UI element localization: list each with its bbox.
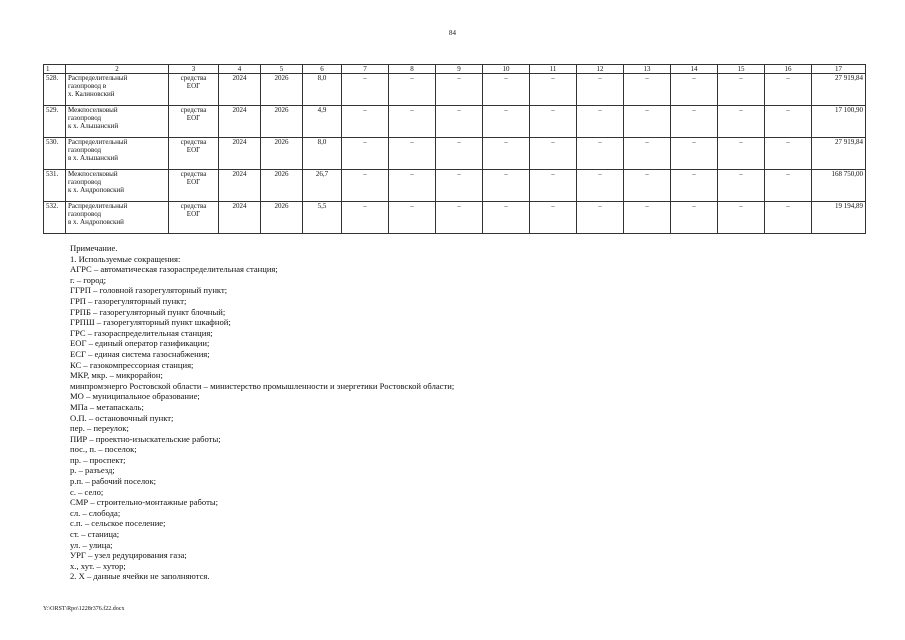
cell-c13: – [624,138,671,170]
cell-c11: – [530,74,577,106]
column-number-17: 17 [812,65,866,74]
cell-c13: – [624,74,671,106]
note-line: сл. – слобода; [70,507,121,518]
cell-c15: – [718,170,765,202]
cell-source-line: средства [180,74,207,82]
cell-c10: – [483,106,530,138]
cell-num: 528. [44,74,66,106]
cell-c13: – [624,170,671,202]
column-number-15: 15 [718,65,765,74]
note-line: г. – город; [70,274,107,285]
cell-c15: – [718,106,765,138]
note-line: 1. Используемые сокращения: [70,253,181,264]
cell-c7: – [342,202,389,234]
cell-start: 2024 [219,138,261,170]
cell-c9: – [436,202,483,234]
cell-total: 27 919,84 [812,74,866,106]
note-line: ЕОГ – единый оператор газификации; [70,338,210,349]
cell-c14: – [671,106,718,138]
cell-name [66,202,169,234]
note-line: пер. – переулок; [70,423,129,434]
cell-length: 5,5 [303,202,342,234]
notes-section [70,243,850,582]
note-line: О.П. – остановочный пункт; [70,412,174,423]
column-number-5: 5 [261,65,303,74]
note-line: 2. Х – данные ячейки не заполняются. [70,571,210,582]
column-number-9: 9 [436,65,483,74]
cell-name-line: Межпоселковый [68,106,118,114]
note-line: р. – разъезд; [70,465,115,476]
cell-num: 532. [44,202,66,234]
cell-source-line: ЕОГ [186,146,201,154]
cell-c10: – [483,170,530,202]
column-number-3: 3 [169,65,219,74]
column-number-13: 13 [624,65,671,74]
cell-name [66,170,169,202]
cell-c9: – [436,170,483,202]
table-row [44,170,866,202]
cell-c9: – [436,138,483,170]
note-line: ГГРП – головной газорегуляторный пункт; [70,285,228,296]
cell-source-line: ЕОГ [186,178,201,186]
note-line: минпромэнерго Ростовской области – министерство промышленности и энергетики Ростовской области; [70,380,455,391]
cell-num: 531. [44,170,66,202]
note-line: АГРС – автоматическая газораспределительная станция; [70,264,278,275]
note-line: ГРС – газораспределительная станция; [70,327,213,338]
cell-c9: – [436,106,483,138]
cell-start: 2024 [219,170,261,202]
cell-c14: – [671,170,718,202]
cell-name-line: газопровод в [68,82,107,90]
cell-name-line: газопровод [68,178,102,186]
cell-c16: – [765,202,812,234]
cell-source [169,138,219,170]
cell-name-line: Межпоселковый [68,170,118,178]
cell-c8: – [389,74,436,106]
note-line: УРГ – узел редуцирования газа; [70,550,187,561]
cell-c8: – [389,170,436,202]
table-row [44,202,866,234]
cell-c14: – [671,202,718,234]
table-row [44,138,866,170]
cell-c11: – [530,202,577,234]
table-body [44,65,866,234]
column-number-1: 1 [44,65,66,74]
column-number-6: 6 [303,65,342,74]
cell-c12: – [577,170,624,202]
cell-c10: – [483,74,530,106]
note-line: МКР, мкр. – микрорайон; [70,370,163,381]
note-line: ул. – улица; [70,539,113,550]
cell-source-line: средства [180,106,207,114]
cell-name [66,106,169,138]
cell-length: 8,0 [303,74,342,106]
cell-c7: – [342,106,389,138]
table-header-row [44,65,866,74]
cell-name-line: Распределительный [68,74,128,82]
note-line: ГРПБ – газорегуляторный пункт блочный; [70,306,226,317]
note-line: ЕСГ – единая система газоснабжения; [70,348,210,359]
cell-c16: – [765,74,812,106]
note-line: ст. – станица; [70,529,120,540]
cell-name-line: Распределительный [68,202,128,210]
cell-source [169,74,219,106]
cell-source-line: средства [180,138,207,146]
cell-c13: – [624,202,671,234]
cell-source-line: средства [180,170,207,178]
cell-source-line: ЕОГ [186,82,201,90]
note-line: МПа – метапаскаль; [70,401,144,412]
column-number-10: 10 [483,65,530,74]
cell-c9: – [436,74,483,106]
cell-c12: – [577,138,624,170]
cell-c8: – [389,138,436,170]
note-line: с.п. – сельское поселение; [70,518,166,529]
cell-c13: – [624,106,671,138]
cell-start: 2024 [219,74,261,106]
cell-name-line: Распределительный [68,138,128,146]
column-number-14: 14 [671,65,718,74]
cell-c15: – [718,202,765,234]
column-number-7: 7 [342,65,389,74]
note-line: КС – газокомпрессорная станция; [70,359,194,370]
cell-c14: – [671,74,718,106]
cell-c11: – [530,106,577,138]
note-line: СМР – строительно-монтажные работы; [70,497,219,508]
note-line: р.п. – рабочий поселок; [70,476,157,487]
cell-c12: – [577,74,624,106]
notes-list [70,254,850,582]
cell-name [66,138,169,170]
note-line: МО – муниципальное образование; [70,391,200,402]
cell-c16: – [765,138,812,170]
cell-total: 27 919,84 [812,138,866,170]
cell-c11: – [530,170,577,202]
column-number-4: 4 [219,65,261,74]
cell-c10: – [483,138,530,170]
cell-source [169,106,219,138]
cell-start: 2024 [219,106,261,138]
cell-source [169,170,219,202]
cell-end: 2026 [261,74,303,106]
cell-length: 8,0 [303,138,342,170]
column-number-11: 11 [530,65,577,74]
cell-c15: – [718,138,765,170]
note-line: пр. – проспект; [70,454,126,465]
notes-title: Примечание. [70,243,118,253]
cell-name-line: в х. Альшанский [68,154,119,162]
cell-total: 168 750,00 [812,170,866,202]
cell-c7: – [342,74,389,106]
cell-start: 2024 [219,202,261,234]
column-number-2: 2 [66,65,169,74]
cell-source-line: ЕОГ [186,210,201,218]
cell-end: 2026 [261,202,303,234]
cell-num: 529. [44,106,66,138]
cell-name-line: к х. Андроповский [68,186,125,194]
data-table [43,64,866,234]
table-row [44,74,866,106]
cell-source [169,202,219,234]
cell-name-line: в х. Андроповский [68,218,124,226]
column-number-12: 12 [577,65,624,74]
cell-source-line: ЕОГ [186,114,201,122]
note-line: ГРП – газорегуляторный пункт; [70,295,187,306]
cell-end: 2026 [261,138,303,170]
cell-end: 2026 [261,106,303,138]
cell-name-line: к х. Альшанский [68,122,119,130]
cell-end: 2026 [261,170,303,202]
cell-c8: – [389,202,436,234]
note-line: х., хут. – хутор; [70,560,126,571]
cell-c14: – [671,138,718,170]
note-line: с. – село; [70,486,104,497]
cell-length: 26,7 [303,170,342,202]
cell-name-line: газопровод [68,114,102,122]
column-number-8: 8 [389,65,436,74]
file-path: Y:\ORST\Rpo\1228r376.f22.docx [43,606,125,612]
table-row [44,106,866,138]
cell-c16: – [765,106,812,138]
cell-name-line: газопровод [68,146,102,154]
cell-source-line: средства [180,202,207,210]
cell-total: 17 100,90 [812,106,866,138]
cell-name-line: х. Калиновский [68,90,115,98]
cell-name-line: газопровод [68,210,102,218]
note-line: пос., п. – поселок; [70,444,137,455]
cell-name [66,74,169,106]
cell-c15: – [718,74,765,106]
column-number-16: 16 [765,65,812,74]
cell-c11: – [530,138,577,170]
cell-c12: – [577,202,624,234]
cell-c7: – [342,170,389,202]
page-number: 84 [449,29,456,37]
cell-c12: – [577,106,624,138]
cell-num: 530. [44,138,66,170]
cell-c8: – [389,106,436,138]
cell-c7: – [342,138,389,170]
note-line: ГРПШ – газорегуляторный пункт шкафной; [70,317,231,328]
cell-c10: – [483,202,530,234]
cell-length: 4,9 [303,106,342,138]
note-line: ПИР – проектно-изыскательские работы; [70,433,221,444]
cell-c16: – [765,170,812,202]
cell-total: 19 194,89 [812,202,866,234]
